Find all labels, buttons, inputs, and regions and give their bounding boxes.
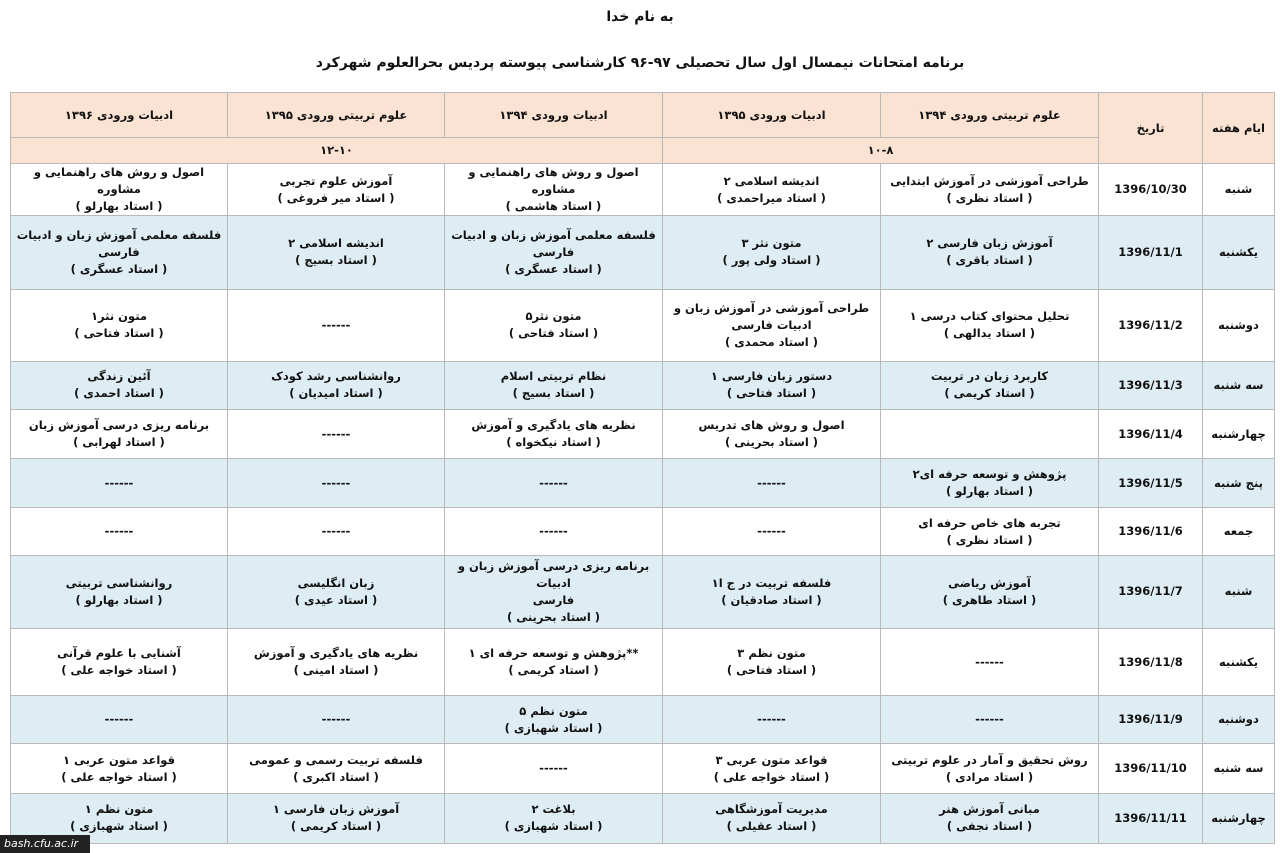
exam-cell [881,508,1099,555]
course-name: متون نثر۱ [90,309,148,324]
exam-cell [663,508,881,555]
schedule-row [11,361,1275,409]
date-cell: 1396/11/5 [1099,459,1203,508]
course-name: ------ [321,426,351,441]
exam-cell [11,410,228,459]
instructor-name: ( استاد میر فروغی ) [277,190,395,205]
instructor-name: ( استاد فتاحی ) [74,326,164,341]
schedule-row [11,410,1275,459]
course-name: اندیشه اسلامی ۲ [723,173,820,188]
instructor-name: ( استاد باقری ) [946,253,1033,268]
instructor-name: ( استاد بهارلو ) [75,592,163,607]
exam-cell [11,744,228,793]
instructor-name: ( استاد خواجه علی ) [713,769,830,784]
exam-cell [445,361,663,409]
course-name: ------ [104,475,134,490]
exam-cell [663,459,881,508]
exam-cell [11,508,228,555]
instructor-name: ( استاد نظری ) [946,532,1033,547]
instructor-name: ( استاد شهبازی ) [70,819,168,834]
course-name: ادبیات فارسی [731,317,812,332]
course-name: آشنایی با علوم قرآنی [57,646,181,661]
exam-cell [881,628,1099,695]
day-cell: دوشنبه [1203,696,1275,744]
course-name: روانشناسی رشد کودک [271,369,401,384]
exam-cell [663,216,881,289]
exam-cell [228,628,445,695]
course-name: آموزش ریاضی [948,575,1031,590]
exam-cell [445,793,663,843]
course-name: ------ [321,317,351,332]
instructor-name: ( استاد مرادی ) [945,769,1034,784]
course-name: اندیشه اسلامی ۲ [288,236,384,251]
exam-cell [881,289,1099,361]
course-name: اصول و روش های راهنمایی و مشاوره [33,165,205,197]
site-watermark: bash.cfu.ac.ir [0,835,90,853]
exam-cell [11,696,228,744]
course-name: ------ [104,712,134,727]
group-header: علوم تربیتی ورودی ۱۳۹۵ [228,93,445,138]
instructor-name: ( استاد طاهری ) [942,592,1037,607]
course-name: متون نظم ۱ [84,802,154,817]
schedule-row [11,628,1275,695]
course-name: پژوهش و توسعه حرفه ای۲ [912,467,1067,482]
day-cell: شنبه [1203,555,1275,628]
exam-cell [11,459,228,508]
date-cell: 1396/11/6 [1099,508,1203,555]
bismillah-heading: به نام خدا [606,9,674,25]
group-header: ادبیات ورودی ۱۳۹۴ [445,93,663,138]
instructor-name: ( استاد فتاحی ) [508,326,599,341]
instructor-name: ( استاد احمدی ) [74,386,164,401]
group-header: علوم تربیتی ورودی ۱۳۹۴ [881,93,1099,138]
exam-cell [228,410,445,459]
exam-cell [881,459,1099,508]
instructor-name: ( استاد نجفی ) [946,819,1033,834]
exam-cell [445,216,663,289]
day-cell: یکشنبه [1203,628,1275,695]
course-name: آموزش علوم تجربی [279,173,393,188]
instructor-name: ( استاد میراحمدی ) [717,190,826,205]
instructor-name: ( استاد صادقیان ) [721,592,822,607]
day-cell: سه شنبه [1203,744,1275,793]
exam-cell [663,628,881,695]
instructor-name: ( استاد بسیج ) [295,253,377,268]
exam-cell [11,555,228,628]
instructor-name: ( استاد ولی پور ) [722,253,821,268]
course-name: ------ [539,475,568,490]
schedule-row [11,696,1275,744]
instructor-name: ( استاد بهارلو ) [75,199,163,214]
course-name: ------ [104,524,134,539]
day-cell: پنج شنبه [1203,459,1275,508]
date-cell: 1396/11/2 [1099,289,1203,361]
exam-cell [445,696,663,744]
instructor-name: ( استاد محمدی ) [725,334,818,349]
exam-cell [445,508,663,555]
exam-cell [881,696,1099,744]
course-name: دستور زبان فارسی ۱ [710,369,833,384]
date-column-header: تاریخ [1099,93,1203,164]
schedule-row [11,459,1275,508]
course-name: آموزش زبان فارسی ۱ [272,802,400,817]
course-name: فارسی [98,244,140,259]
course-name: ------ [757,712,786,727]
instructor-name: ( استاد نظری ) [946,190,1033,205]
instructor-name: ( استاد امینی ) [293,663,379,678]
instructor-name: ( استاد لهرابی ) [73,435,165,450]
course-name: ------ [975,712,1004,727]
course-name: ------ [539,524,568,539]
date-cell: 1396/11/1 [1099,216,1203,289]
course-name: بلاغت ۲ [531,802,576,817]
course-name: ------ [757,524,786,539]
instructor-name: ( استاد بسیج ) [512,386,595,401]
course-name: ------ [321,524,351,539]
exam-cell [11,216,228,289]
date-cell: 1396/11/11 [1099,793,1203,843]
exam-cell [881,410,1099,459]
date-cell: 1396/11/7 [1099,555,1203,628]
date-cell: 1396/11/3 [1099,361,1203,409]
course-name: فلسفه معلمی آموزش زبان و ادبیات [16,227,222,242]
date-cell: 1396/11/9 [1099,696,1203,744]
schedule-row [11,164,1275,216]
course-name: قواعد متون عربی ۳ [715,752,828,767]
exam-cell [663,793,881,843]
exam-cell [663,410,881,459]
exam-cell [11,628,228,695]
date-cell: 1396/10/30 [1099,164,1203,216]
exam-cell [445,555,663,628]
exam-cell [228,289,445,361]
course-name: فارسی [532,244,575,259]
day-cell: یکشنبه [1203,216,1275,289]
course-name: متون نثر ۳ [741,236,802,251]
exam-cell [228,508,445,555]
schedule-row [11,289,1275,361]
exam-cell [445,628,663,695]
course-name: کاربرد زبان در تربیت [930,369,1049,384]
course-name: فلسفه تربیت رسمی و عمومی [249,752,423,767]
course-name: برنامه ریزی درسی آموزش زبان و ادبیات [457,558,650,590]
instructor-name: ( استاد خواجه علی ) [61,663,177,678]
day-cell: دوشنبه [1203,289,1275,361]
day-cell: شنبه [1203,164,1275,216]
exam-cell [881,216,1099,289]
day-cell: چهارشنبه [1203,793,1275,843]
exam-cell [11,164,228,216]
course-name: روش تحقیق و آمار در علوم تربیتی [891,752,1088,767]
course-name: اصول و روش های راهنمایی و مشاوره [468,165,639,197]
schedule-row [11,793,1275,843]
date-cell: 1396/11/8 [1099,628,1203,695]
schedule-body [11,164,1275,844]
exam-cell [663,744,881,793]
instructor-name: ( استاد بحرینی ) [506,609,601,624]
course-name: زبان انگلیسی [297,575,375,590]
course-name: آئین زندگی [87,369,151,384]
day-column-header: ایام هفته [1203,93,1275,164]
course-name: طراحی آموزشی در آموزش زبان و [673,300,870,315]
instructor-name: ( استاد کریمی ) [508,663,599,678]
course-name: فلسفه تربیت در ج ا۱ [711,575,832,590]
exam-cell [445,164,663,216]
exam-cell [881,164,1099,216]
instructor-name: ( استاد خواجه علی ) [61,769,177,784]
exam-cell [228,164,445,216]
instructor-name: ( استاد امیدیان ) [289,386,383,401]
time-slot-late-morning: ۱۲-۱۰ [11,138,663,164]
instructor-name: ( استاد عیدی ) [294,592,378,607]
instructor-name: ( استاد فتاحی ) [726,386,817,401]
course-name: تحلیل محتوای کتاب درسی ۱ [909,309,1070,324]
instructor-name: ( استاد عقیلی ) [726,819,817,834]
exam-cell [663,696,881,744]
date-cell: 1396/11/4 [1099,410,1203,459]
instructor-name: ( استاد نیکخواه ) [506,435,601,450]
exam-cell [228,216,445,289]
exam-cell [228,459,445,508]
course-name: متون نظم ۵ [519,703,588,718]
day-cell: چهارشنبه [1203,410,1275,459]
exam-cell [881,744,1099,793]
course-name: متون نظم ۳ [737,646,806,661]
exam-cell [228,696,445,744]
course-name: اصول و روش های تدریس [698,418,845,433]
schedule-row [11,508,1275,555]
schedule-row [11,555,1275,628]
page-title: برنامه امتحانات نیمسال اول سال تحصیلی ۹۷-۹۶ کارشناسی پیوسته پردیس بحرالعلوم شهرکرد [315,55,965,71]
course-name: آموزش زبان فارسی ۲ [926,236,1053,251]
course-name: تجربه های خاص حرفه ای [918,515,1061,530]
instructor-name: ( استاد کریمی ) [290,819,382,834]
exam-cell [445,410,663,459]
instructor-name: ( استاد بحرینی ) [724,435,819,450]
course-name: نظام تربیتی اسلام [500,369,607,384]
course-name: ------ [321,475,351,490]
exam-schedule-table [10,92,1275,844]
exam-cell [228,793,445,843]
course-name: ------ [975,654,1004,669]
course-name: فارسی [532,592,575,607]
exam-cell [663,555,881,628]
instructor-name: ( استاد کریمی ) [944,386,1035,401]
course-name: نظریه های یادگیری و آموزش [471,418,636,433]
exam-cell [445,459,663,508]
group-header: ادبیات ورودی ۱۳۹۶ [11,93,228,138]
course-name: ------ [321,712,351,727]
instructor-name: ( استاد اکبری ) [293,769,379,784]
course-name: **پژوهش و توسعه حرفه ای ۱ [468,646,639,661]
course-name: قواعد متون عربی ۱ [62,752,176,767]
instructor-name: ( استاد بهارلو ) [945,484,1034,499]
course-name: طراحی آموزشی در آموزش ابتدایی [890,173,1089,188]
course-name: متون نثر۵ [525,309,582,324]
instructor-name: ( استاد یدالهی ) [943,326,1036,341]
instructor-name: ( استاد شهبازی ) [504,819,603,834]
instructor-name: ( استاد عسگری ) [70,261,168,276]
day-cell: سه شنبه [1203,361,1275,409]
exam-cell [663,289,881,361]
group-header: ادبیات ورودی ۱۳۹۵ [663,93,881,138]
exam-cell [228,555,445,628]
instructor-name: ( استاد هاشمی ) [505,199,602,214]
course-name: فلسفه معلمی آموزش زبان و ادبیات [451,227,656,242]
schedule-row [11,744,1275,793]
course-name: مبانی آموزش هنر [939,802,1040,817]
exam-cell [881,361,1099,409]
exam-cell [445,744,663,793]
exam-cell [228,361,445,409]
course-name: مدیریت آموزشگاهی [715,802,828,817]
schedule-row [11,216,1275,289]
exam-cell [445,289,663,361]
instructor-name: ( استاد شهبازی ) [504,720,603,735]
exam-cell [881,555,1099,628]
time-slot-morning: ۱۰-۸ [663,138,1099,164]
instructor-name: ( استاد فتاحی ) [726,663,817,678]
instructor-name: ( استاد عسگری ) [505,261,602,276]
day-cell: جمعه [1203,508,1275,555]
course-name: نظریه های یادگیری و آموزش [253,646,419,661]
exam-cell [11,361,228,409]
exam-cell [663,164,881,216]
course-name: روانشناسی تربیتی [65,575,173,590]
exam-cell [228,744,445,793]
exam-cell [11,289,228,361]
course-name: ------ [757,475,786,490]
course-name: ------ [539,761,568,776]
exam-cell [663,361,881,409]
course-name: برنامه ریزی درسی آموزش زبان [28,418,210,433]
date-cell: 1396/11/10 [1099,744,1203,793]
exam-cell [881,793,1099,843]
